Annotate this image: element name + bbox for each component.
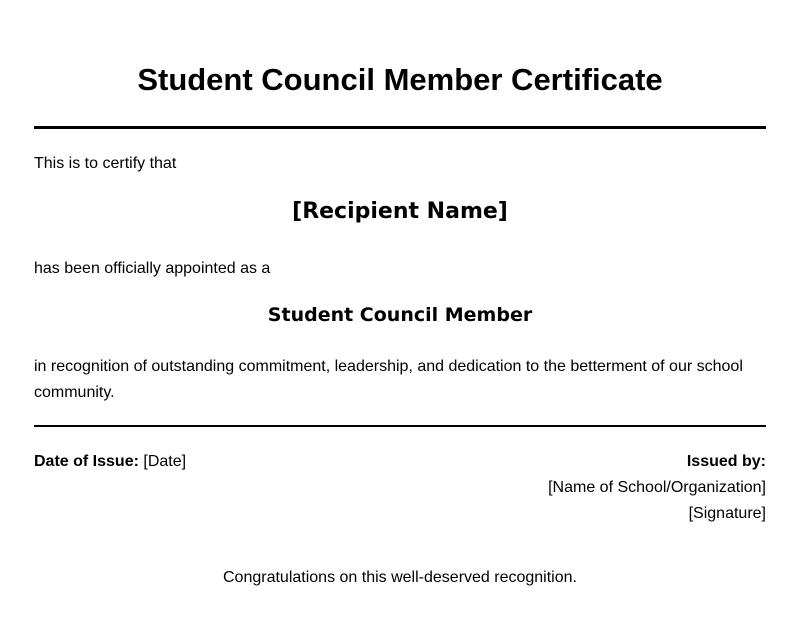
date-label: Date of Issue:: [34, 453, 139, 470]
date-of-issue: [34, 449, 186, 475]
certificate-title: Student Council Member Certificate: [137, 62, 663, 97]
recognition-text: in recognition of outstanding commitment, leadership, and dedication to the betterment of our school community.: [34, 358, 743, 401]
footer-divider: [34, 425, 766, 427]
role-title: Student Council Member: [267, 304, 533, 326]
issued-by-block: [548, 449, 766, 527]
signature-placeholder: [Signature]: [688, 505, 766, 522]
date-value: [Date]: [143, 453, 187, 470]
certificate-page: [34, 0, 766, 641]
appointed-text: has been officially appointed as a: [34, 260, 271, 277]
organization-name: [Name of School/Organization]: [548, 479, 766, 496]
recipient-name: [Recipient Name]: [292, 199, 508, 224]
issued-by-label: Issued by:: [686, 453, 766, 470]
title-divider: [34, 126, 766, 129]
congratulations-text: Congratulations on this well-deserved recognition.: [223, 569, 577, 586]
intro-text: This is to certify that: [34, 155, 177, 172]
